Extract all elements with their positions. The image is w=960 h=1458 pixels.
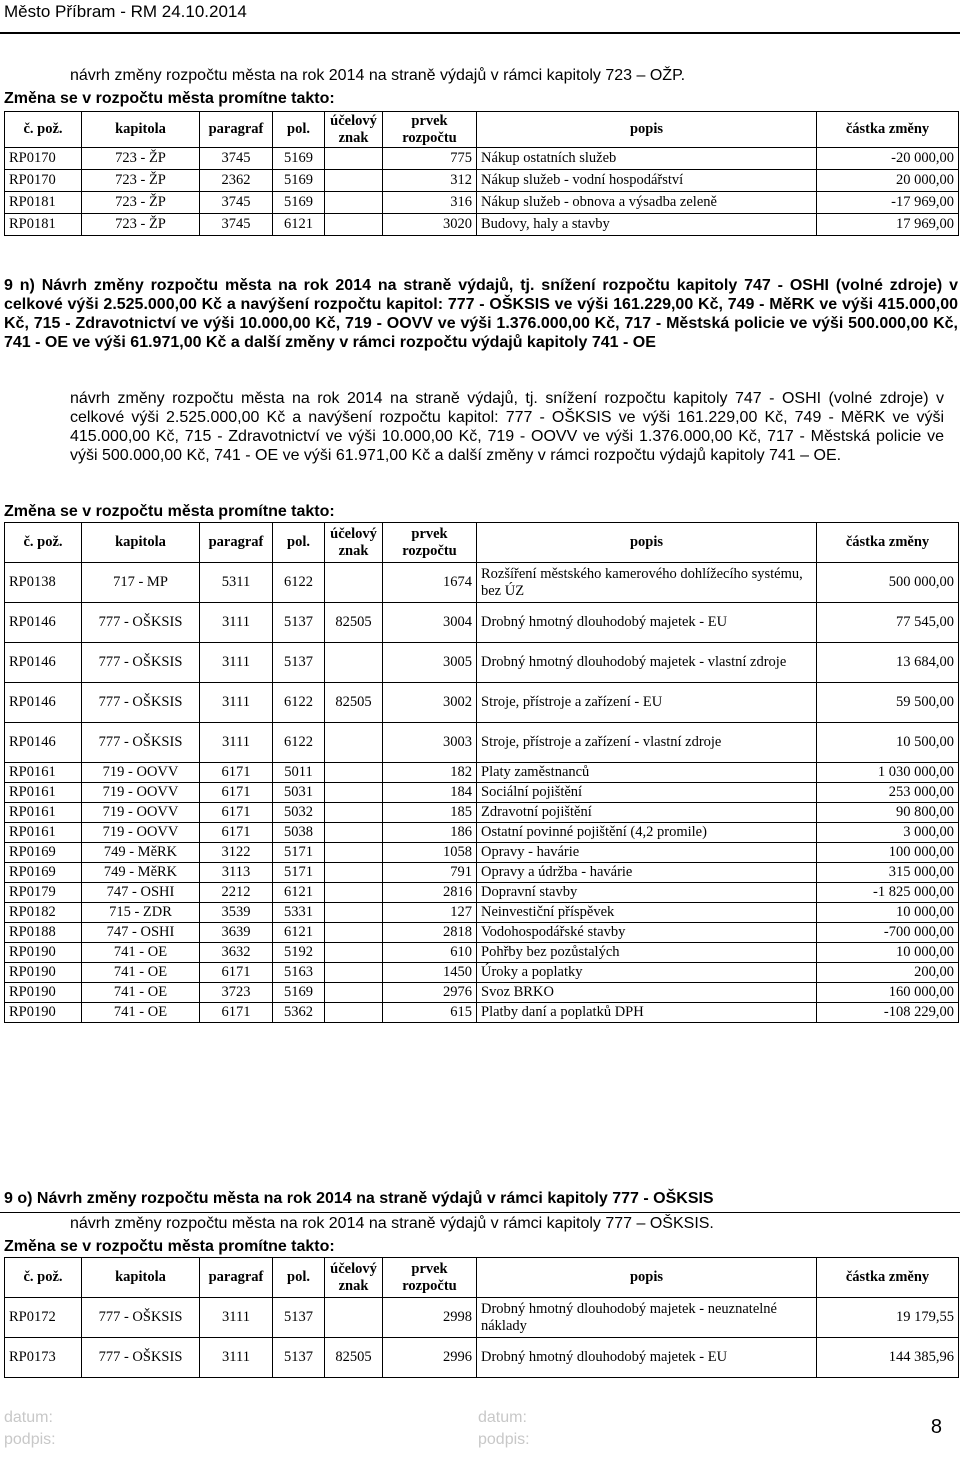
- cell-chapter: 777 - OŠKSIS: [82, 643, 200, 683]
- cell-description: Stroje, přístroje a zařízení - EU: [477, 683, 817, 723]
- cell-budget-element: 2816: [383, 883, 477, 903]
- cell-description: Pohřby bez pozůstalých: [477, 943, 817, 963]
- col-header-request: č. pož.: [5, 112, 82, 148]
- col-header-purpose-code: účelový znak: [325, 112, 383, 148]
- cell-item: 5171: [273, 863, 325, 883]
- cell-item: 6121: [273, 923, 325, 943]
- cell-chapter: 777 - OŠKSIS: [82, 723, 200, 763]
- section-o-divider: [0, 1212, 960, 1213]
- cell-request-number: RP0170: [5, 148, 82, 170]
- budget-table-o: [4, 1257, 959, 1378]
- cell-paragraph: 6171: [200, 823, 273, 843]
- cell-request-number: RP0190: [5, 943, 82, 963]
- col-header-budget-element: prvek rozpočtu: [383, 523, 477, 563]
- cell-item: 5163: [273, 963, 325, 983]
- cell-paragraph: 3745: [200, 214, 273, 236]
- document-title: Město Příbram - RM 24.10.2014: [4, 2, 247, 21]
- cell-amount: 10 500,00: [817, 723, 959, 763]
- cell-budget-element: 3003: [383, 723, 477, 763]
- table-row: [5, 192, 959, 214]
- cell-chapter: 723 - ŽP: [82, 148, 200, 170]
- cell-chapter: 741 - OE: [82, 1003, 200, 1023]
- cell-chapter: 717 - MP: [82, 563, 200, 603]
- cell-amount: 253 000,00: [817, 783, 959, 803]
- document-header: [0, 0, 960, 34]
- cell-paragraph: 6171: [200, 783, 273, 803]
- cell-item: 5137: [273, 1338, 325, 1378]
- cell-item: 5038: [273, 823, 325, 843]
- col-header-budget-element: prvek rozpočtu: [383, 112, 477, 148]
- table-row: [5, 863, 959, 883]
- cell-purpose-code: [325, 563, 383, 603]
- cell-item: 6122: [273, 683, 325, 723]
- cell-chapter: 719 - OOVV: [82, 783, 200, 803]
- cell-budget-element: 2998: [383, 1298, 477, 1338]
- cell-request-number: RP0146: [5, 643, 82, 683]
- cell-request-number: RP0161: [5, 783, 82, 803]
- col-header-amount: částka změny: [817, 523, 959, 563]
- table-row: [5, 763, 959, 783]
- cell-description: Úroky a poplatky: [477, 963, 817, 983]
- section-n-heading: 9 n) Návrh změny rozpočtu města na rok 2014 na straně výdajů, tj. snížení rozpočtu kapitoly 747 - OSHI (volné zdroje) v celkové výši 2.525.000,00 Kč a navýšení rozpočtu kapitol: 777 - OŠKSIS ve výši 161.229,00 Kč, 749 - MěRK ve výši 415.000,00 Kč, 715 - Zdravotnictví ve výši 10.000,00 Kč, 719 - OOVV ve výši 1.376.000,00 Kč, 717 - Městská policie ve výši 500.000,00 Kč, 741 - OE ve výši 61.971,00 Kč a další změny v rámci rozpočtu výdajů kapitoly 741 - OE: [4, 277, 958, 351]
- cell-paragraph: 2212: [200, 883, 273, 903]
- cell-amount: 3 000,00: [817, 823, 959, 843]
- cell-request-number: RP0172: [5, 1298, 82, 1338]
- table-header-row: [5, 1258, 959, 1298]
- cell-amount: -20 000,00: [817, 148, 959, 170]
- cell-description: Opravy - havárie: [477, 843, 817, 863]
- cell-budget-element: 2996: [383, 1338, 477, 1378]
- col-header-amount: částka změny: [817, 1258, 959, 1298]
- table-row: [5, 723, 959, 763]
- cell-amount: 200,00: [817, 963, 959, 983]
- cell-budget-element: 316: [383, 192, 477, 214]
- cell-amount: -108 229,00: [817, 1003, 959, 1023]
- section-m-intro: návrh změny rozpočtu města na rok 2014 na straně výdajů v rámci kapitoly 723 – OŽP.: [70, 67, 686, 84]
- cell-budget-element: 791: [383, 863, 477, 883]
- col-header-item: pol.: [273, 523, 325, 563]
- cell-budget-element: 615: [383, 1003, 477, 1023]
- cell-amount: 100 000,00: [817, 843, 959, 863]
- col-header-item: pol.: [273, 112, 325, 148]
- cell-item: 5171: [273, 843, 325, 863]
- table-row: [5, 1003, 959, 1023]
- table-row: [5, 983, 959, 1003]
- cell-paragraph: 3745: [200, 148, 273, 170]
- col-header-request: č. pož.: [5, 1258, 82, 1298]
- cell-purpose-code: [325, 723, 383, 763]
- cell-budget-element: 775: [383, 148, 477, 170]
- cell-request-number: RP0146: [5, 603, 82, 643]
- table-header-row: [5, 112, 959, 148]
- section-o-body: návrh změny rozpočtu města na rok 2014 na straně výdajů v rámci kapitoly 777 – OŠKSIS.: [70, 1215, 714, 1232]
- table-row: [5, 1338, 959, 1378]
- cell-request-number: RP0161: [5, 823, 82, 843]
- cell-budget-element: 3004: [383, 603, 477, 643]
- cell-request-number: RP0190: [5, 963, 82, 983]
- table-row: [5, 943, 959, 963]
- cell-chapter: 749 - MěRK: [82, 863, 200, 883]
- table-header-row: [5, 523, 959, 563]
- cell-amount: -1 825 000,00: [817, 883, 959, 903]
- cell-item: 5011: [273, 763, 325, 783]
- page-number: 8: [930, 1416, 942, 1438]
- cell-paragraph: 3111: [200, 723, 273, 763]
- cell-chapter: 747 - OSHI: [82, 923, 200, 943]
- table-row: [5, 643, 959, 683]
- cell-request-number: RP0182: [5, 903, 82, 923]
- cell-amount: 17 969,00: [817, 214, 959, 236]
- cell-purpose-code: [325, 192, 383, 214]
- table-row: [5, 148, 959, 170]
- cell-paragraph: 3539: [200, 903, 273, 923]
- cell-item: 5169: [273, 170, 325, 192]
- footer-signature-right: podpis:: [478, 1431, 530, 1448]
- cell-chapter: 741 - OE: [82, 983, 200, 1003]
- col-header-chapter: kapitola: [82, 112, 200, 148]
- col-header-request: č. pož.: [5, 523, 82, 563]
- section-n-body: návrh změny rozpočtu města na rok 2014 na straně výdajů, tj. snížení rozpočtu kapitoly 747 - OSHI (volné zdroje) v celkové výši 2.525.000,00 Kč a navýšení rozpočtu kapitol: 777 - OŠKSIS ve výši 161.229,00 Kč, 749 - MěRK ve výši 415.000,00 Kč, 715 - Zdravotnictví ve výši 10.000,00 Kč, 719 - OOVV ve výši 1.376.000,00 Kč, 717 - Městská policie ve výši 500.000,00 Kč, 741 - OE ve výši 61.971,00 Kč a další změny v rámci rozpočtu výdajů kapitoly 741 – OE.: [70, 390, 944, 464]
- cell-request-number: RP0146: [5, 723, 82, 763]
- cell-request-number: RP0181: [5, 192, 82, 214]
- cell-paragraph: 3745: [200, 192, 273, 214]
- section-m-change-title: Změna se v rozpočtu města promítne takto:: [4, 90, 335, 107]
- cell-item: 5192: [273, 943, 325, 963]
- cell-description: Opravy a údržba - havárie: [477, 863, 817, 883]
- cell-description: Drobný hmotný dlouhodobý majetek - vlastní zdroje: [477, 643, 817, 683]
- table-row: [5, 563, 959, 603]
- cell-amount: -17 969,00: [817, 192, 959, 214]
- cell-paragraph: 3111: [200, 1338, 273, 1378]
- cell-description: Platby daní a poplatků DPH: [477, 1003, 817, 1023]
- col-header-purpose-code: účelový znak: [325, 523, 383, 563]
- cell-request-number: RP0138: [5, 563, 82, 603]
- cell-request-number: RP0146: [5, 683, 82, 723]
- cell-item: 5031: [273, 783, 325, 803]
- cell-budget-element: 3005: [383, 643, 477, 683]
- cell-description: Platy zaměstnanců: [477, 763, 817, 783]
- footer-signature-left: podpis:: [4, 1431, 56, 1448]
- cell-description: Vodohospodářské stavby: [477, 923, 817, 943]
- cell-item: 6122: [273, 563, 325, 603]
- budget-table-m: [4, 111, 959, 236]
- cell-budget-element: 610: [383, 943, 477, 963]
- cell-paragraph: 3111: [200, 603, 273, 643]
- table-row: [5, 963, 959, 983]
- cell-budget-element: 1450: [383, 963, 477, 983]
- cell-description: Svoz BRKO: [477, 983, 817, 1003]
- cell-budget-element: 1674: [383, 563, 477, 603]
- cell-amount: 59 500,00: [817, 683, 959, 723]
- cell-description: Nákup ostatních služeb: [477, 148, 817, 170]
- cell-item: 5362: [273, 1003, 325, 1023]
- col-header-description: popis: [477, 1258, 817, 1298]
- cell-purpose-code: [325, 923, 383, 943]
- cell-paragraph: 3111: [200, 643, 273, 683]
- table-row: [5, 783, 959, 803]
- cell-purpose-code: 82505: [325, 683, 383, 723]
- cell-item: 6121: [273, 214, 325, 236]
- cell-request-number: RP0188: [5, 923, 82, 943]
- cell-chapter: 747 - OSHI: [82, 883, 200, 903]
- cell-budget-element: 182: [383, 763, 477, 783]
- cell-item: 5137: [273, 603, 325, 643]
- section-n-change-title: Změna se v rozpočtu města promítne takto:: [4, 503, 335, 520]
- cell-chapter: 723 - ŽP: [82, 170, 200, 192]
- cell-amount: 315 000,00: [817, 863, 959, 883]
- cell-budget-element: 185: [383, 803, 477, 823]
- cell-purpose-code: [325, 823, 383, 843]
- cell-purpose-code: [325, 763, 383, 783]
- cell-purpose-code: [325, 1003, 383, 1023]
- table-row: [5, 214, 959, 236]
- cell-purpose-code: [325, 170, 383, 192]
- cell-description: Neinvestiční příspěvek: [477, 903, 817, 923]
- cell-amount: 144 385,96: [817, 1338, 959, 1378]
- cell-budget-element: 312: [383, 170, 477, 192]
- cell-chapter: 741 - OE: [82, 963, 200, 983]
- col-header-budget-element: prvek rozpočtu: [383, 1258, 477, 1298]
- footer-date-right: datum:: [478, 1409, 527, 1426]
- col-header-purpose-code: účelový znak: [325, 1258, 383, 1298]
- cell-item: 5169: [273, 192, 325, 214]
- cell-amount: 1 030 000,00: [817, 763, 959, 783]
- cell-paragraph: 3632: [200, 943, 273, 963]
- cell-amount: 19 179,55: [817, 1298, 959, 1338]
- cell-chapter: 777 - OŠKSIS: [82, 1298, 200, 1338]
- cell-purpose-code: [325, 148, 383, 170]
- cell-purpose-code: [325, 963, 383, 983]
- cell-purpose-code: [325, 1298, 383, 1338]
- table-row: [5, 170, 959, 192]
- cell-purpose-code: [325, 983, 383, 1003]
- col-header-description: popis: [477, 523, 817, 563]
- cell-purpose-code: [325, 863, 383, 883]
- cell-purpose-code: [325, 903, 383, 923]
- cell-description: Drobný hmotný dlouhodobý majetek - EU: [477, 1338, 817, 1378]
- cell-paragraph: 2362: [200, 170, 273, 192]
- header-divider: [0, 32, 960, 34]
- cell-amount: -700 000,00: [817, 923, 959, 943]
- col-header-paragraph: paragraf: [200, 112, 273, 148]
- cell-purpose-code: 82505: [325, 603, 383, 643]
- col-header-amount: částka změny: [817, 112, 959, 148]
- cell-paragraph: 3111: [200, 683, 273, 723]
- cell-item: 5137: [273, 1298, 325, 1338]
- cell-budget-element: 2976: [383, 983, 477, 1003]
- table-row: [5, 883, 959, 903]
- col-header-paragraph: paragraf: [200, 523, 273, 563]
- cell-request-number: RP0169: [5, 843, 82, 863]
- cell-request-number: RP0173: [5, 1338, 82, 1378]
- cell-description: Drobný hmotný dlouhodobý majetek - neuznatelné náklady: [477, 1298, 817, 1338]
- cell-request-number: RP0181: [5, 214, 82, 236]
- cell-item: 5137: [273, 643, 325, 683]
- cell-purpose-code: [325, 843, 383, 863]
- cell-paragraph: 3723: [200, 983, 273, 1003]
- col-header-item: pol.: [273, 1258, 325, 1298]
- section-o-heading: 9 o) Návrh změny rozpočtu města na rok 2014 na straně výdajů v rámci kapitoly 777 - OŠKSIS: [4, 1190, 714, 1207]
- table-row: [5, 923, 959, 943]
- cell-chapter: 749 - MěRK: [82, 843, 200, 863]
- cell-budget-element: 3002: [383, 683, 477, 723]
- cell-purpose-code: [325, 214, 383, 236]
- cell-description: Nákup služeb - obnova a výsadba zeleně: [477, 192, 817, 214]
- cell-paragraph: 3639: [200, 923, 273, 943]
- cell-chapter: 723 - ŽP: [82, 214, 200, 236]
- cell-budget-element: 186: [383, 823, 477, 843]
- cell-purpose-code: [325, 803, 383, 823]
- cell-request-number: RP0190: [5, 1003, 82, 1023]
- cell-budget-element: 3020: [383, 214, 477, 236]
- cell-chapter: 719 - OOVV: [82, 823, 200, 843]
- cell-description: Ostatní povinné pojištění (4,2 promile): [477, 823, 817, 843]
- cell-amount: 160 000,00: [817, 983, 959, 1003]
- cell-description: Stroje, přístroje a zařízení - vlastní zdroje: [477, 723, 817, 763]
- cell-amount: 20 000,00: [817, 170, 959, 192]
- cell-request-number: RP0161: [5, 763, 82, 783]
- col-header-chapter: kapitola: [82, 523, 200, 563]
- cell-paragraph: 5311: [200, 563, 273, 603]
- cell-description: Zdravotní pojištění: [477, 803, 817, 823]
- cell-chapter: 777 - OŠKSIS: [82, 603, 200, 643]
- col-header-description: popis: [477, 112, 817, 148]
- cell-purpose-code: [325, 643, 383, 683]
- table-row: [5, 903, 959, 923]
- cell-item: 6122: [273, 723, 325, 763]
- cell-purpose-code: [325, 883, 383, 903]
- cell-chapter: 777 - OŠKSIS: [82, 1338, 200, 1378]
- cell-budget-element: 1058: [383, 843, 477, 863]
- cell-chapter: 723 - ŽP: [82, 192, 200, 214]
- cell-chapter: 741 - OE: [82, 943, 200, 963]
- cell-description: Budovy, haly a stavby: [477, 214, 817, 236]
- cell-budget-element: 127: [383, 903, 477, 923]
- cell-paragraph: 3111: [200, 1298, 273, 1338]
- table-row: [5, 803, 959, 823]
- cell-request-number: RP0169: [5, 863, 82, 883]
- table-row: [5, 603, 959, 643]
- col-header-paragraph: paragraf: [200, 1258, 273, 1298]
- cell-paragraph: 6171: [200, 803, 273, 823]
- cell-item: 5169: [273, 983, 325, 1003]
- cell-amount: 10 000,00: [817, 943, 959, 963]
- cell-chapter: 719 - OOVV: [82, 763, 200, 783]
- cell-item: 6121: [273, 883, 325, 903]
- cell-description: Dopravní stavby: [477, 883, 817, 903]
- cell-amount: 13 684,00: [817, 643, 959, 683]
- section-o-change-title: Změna se v rozpočtu města promítne takto:: [4, 1238, 335, 1255]
- col-header-chapter: kapitola: [82, 1258, 200, 1298]
- cell-amount: 77 545,00: [817, 603, 959, 643]
- cell-item: 5032: [273, 803, 325, 823]
- cell-chapter: 715 - ZDR: [82, 903, 200, 923]
- cell-paragraph: 6171: [200, 1003, 273, 1023]
- cell-purpose-code: [325, 943, 383, 963]
- cell-description: Nákup služeb - vodní hospodářství: [477, 170, 817, 192]
- table-row: [5, 683, 959, 723]
- cell-request-number: RP0190: [5, 983, 82, 1003]
- cell-request-number: RP0170: [5, 170, 82, 192]
- cell-paragraph: 6171: [200, 963, 273, 983]
- cell-item: 5169: [273, 148, 325, 170]
- cell-item: 5331: [273, 903, 325, 923]
- cell-purpose-code: [325, 783, 383, 803]
- cell-chapter: 777 - OŠKSIS: [82, 683, 200, 723]
- cell-paragraph: 3113: [200, 863, 273, 883]
- cell-amount: 10 000,00: [817, 903, 959, 923]
- budget-table-n: [4, 522, 959, 1023]
- footer-date-left: datum:: [4, 1409, 53, 1426]
- cell-purpose-code: 82505: [325, 1338, 383, 1378]
- cell-request-number: RP0179: [5, 883, 82, 903]
- cell-amount: 90 800,00: [817, 803, 959, 823]
- cell-budget-element: 184: [383, 783, 477, 803]
- cell-chapter: 719 - OOVV: [82, 803, 200, 823]
- cell-description: Drobný hmotný dlouhodobý majetek - EU: [477, 603, 817, 643]
- cell-paragraph: 3122: [200, 843, 273, 863]
- cell-paragraph: 6171: [200, 763, 273, 783]
- table-row: [5, 823, 959, 843]
- table-row: [5, 843, 959, 863]
- cell-budget-element: 2818: [383, 923, 477, 943]
- table-row: [5, 1298, 959, 1338]
- cell-request-number: RP0161: [5, 803, 82, 823]
- cell-amount: 500 000,00: [817, 563, 959, 603]
- cell-description: Rozšíření městského kamerového dohlížecího systému, bez ÚZ: [477, 563, 817, 603]
- cell-description: Sociální pojištění: [477, 783, 817, 803]
